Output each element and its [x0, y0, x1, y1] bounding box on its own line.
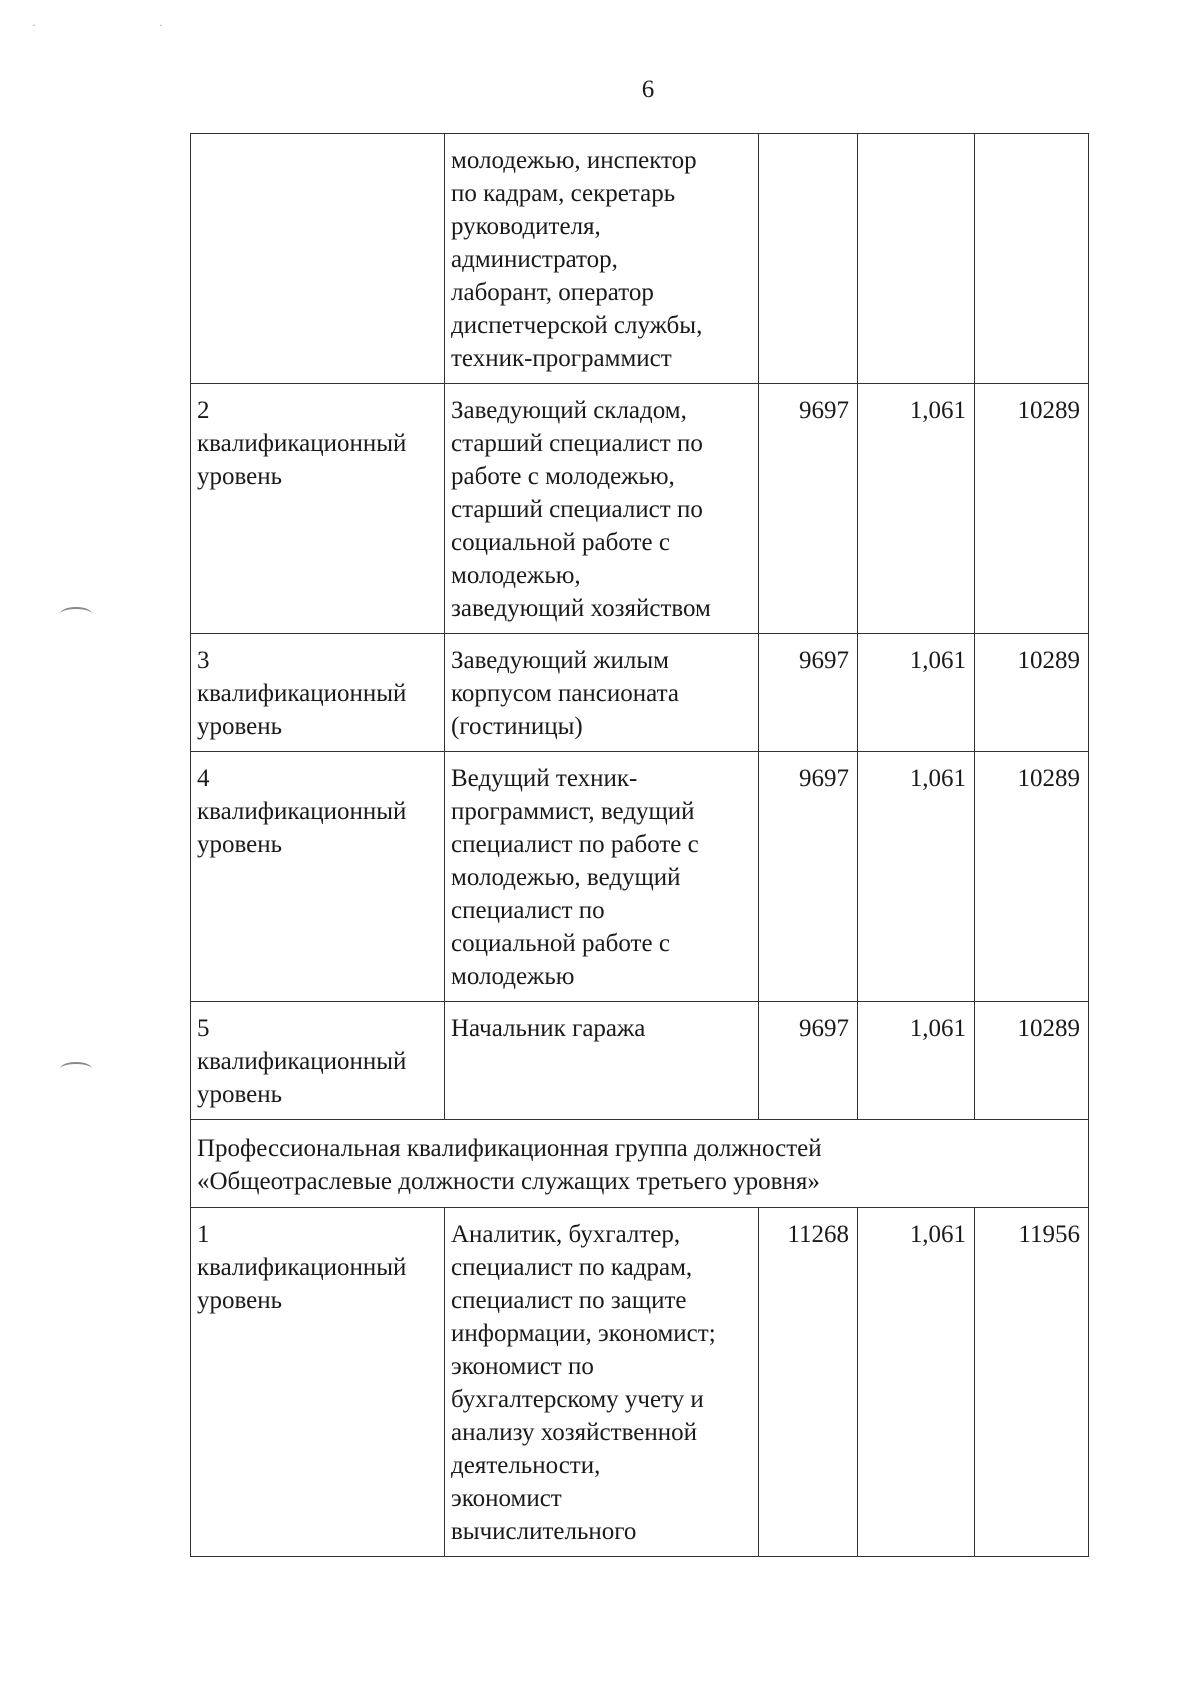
total-cell: 10289 — [975, 384, 1089, 634]
qualification-level-cell: 1 квалификационный уровень — [191, 1208, 445, 1557]
qualification-level-cell: 2 квалификационный уровень — [191, 384, 445, 634]
positions-cell: Ведущий техник- программист, ведущий специалист по работе с молодежью, ведущий специалист по социальной работе с молодежью — [445, 752, 759, 1002]
punch-hole-mark — [60, 1062, 92, 1076]
page-number: 6 — [641, 76, 655, 103]
group-header-cell: Профессиональная квалификационная группа должностей «Общеотраслевые должности служащих третьего уровня» — [191, 1120, 1089, 1208]
qualification-level-cell: 3 квалификационный уровень — [191, 634, 445, 752]
coefficient-cell: 1,061 — [858, 1002, 975, 1120]
positions-cell: Начальник гаража — [445, 1002, 759, 1120]
salary-cell: 9697 — [759, 384, 858, 634]
positions-cell: молодежью, инспектор по кадрам, секретарь руководителя, администратор, лаборант, оператор диспетчерской службы, техник-программист — [445, 134, 759, 384]
total-cell: 10289 — [975, 1002, 1089, 1120]
total-cell — [975, 134, 1089, 384]
table-row — [191, 634, 1089, 752]
salary-cell: 9697 — [759, 752, 858, 1002]
salary-table — [190, 133, 1089, 1557]
qualification-level-cell: 4 квалификационный уровень — [191, 752, 445, 1002]
table-row — [191, 1208, 1089, 1557]
coefficient-cell: 1,061 — [858, 384, 975, 634]
group-header-row — [191, 1120, 1089, 1208]
table-row — [191, 752, 1089, 1002]
total-cell: 11956 — [975, 1208, 1089, 1557]
positions-cell: Заведующий складом, старший специалист по работе с молодежью, старший специалист по социальной работе с молодежью, заведующий хозяйством — [445, 384, 759, 634]
coefficient-cell: 1,061 — [858, 634, 975, 752]
total-cell: 10289 — [975, 634, 1089, 752]
positions-cell: Заведующий жилым корпусом пансионата (гостиницы) — [445, 634, 759, 752]
coefficient-cell: 1,061 — [858, 1208, 975, 1557]
table-row — [191, 134, 1089, 384]
table-row — [191, 1002, 1089, 1120]
salary-cell: 9697 — [759, 1002, 858, 1120]
total-cell: 10289 — [975, 752, 1089, 1002]
qualification-level-cell: 5 квалификационный уровень — [191, 1002, 445, 1120]
positions-cell: Аналитик, бухгалтер, специалист по кадрам, специалист по защите информации, экономист; экономист по бухгалтерскому учету и анализу хозяйственной деятельности, экономист вычислительного — [445, 1208, 759, 1557]
qualification-level-cell — [191, 134, 445, 384]
salary-cell: 9697 — [759, 634, 858, 752]
scan-artifact-dots: · · — [32, 18, 223, 32]
table-row — [191, 384, 1089, 634]
punch-hole-mark — [60, 607, 92, 621]
salary-cell — [759, 134, 858, 384]
coefficient-cell — [858, 134, 975, 384]
coefficient-cell: 1,061 — [858, 752, 975, 1002]
salary-cell: 11268 — [759, 1208, 858, 1557]
